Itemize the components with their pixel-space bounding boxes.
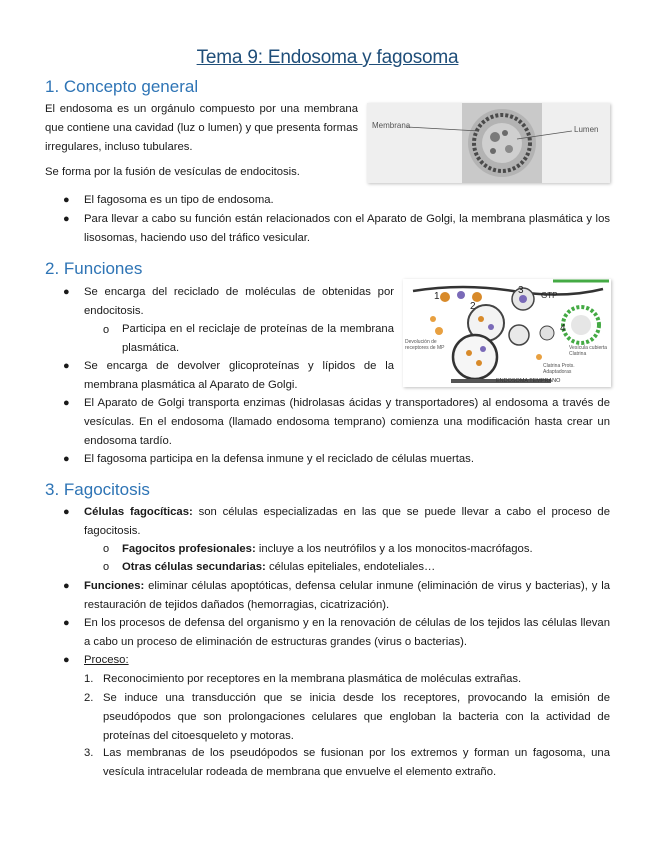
step-text-3: Las membranas de los pseudópodos se fusionan por los extremos y forman un fagosoma, una vesícula intracelular rodeada de membrana que envuelve el elemento extraño. [103,747,610,778]
s2-bullet-4: El fagosoma participa en la defensa inmune y el reciclado de células muertas. [84,453,474,465]
section-heading-fagocitosis: 3. Fagocitosis [45,480,150,499]
s1-bullet-1: El fagosoma es un tipo de endosoma. [84,194,274,206]
sub-bullet-icon: o [103,543,110,555]
s3-bullet-proceso [84,654,129,666]
fig-label-endosoma: ENDOSOMA TEMPRANO [496,378,561,384]
bullet-icon: ● [63,397,70,409]
step-text-1: Reconocimiento por receptores en la membrana plasmática de moléculas extrañas. [103,673,522,685]
fig-label-membrana: Membrana [372,121,411,130]
s3-bullet-defensa: En los procesos de defensa del organismo y en la renovación de células de los tejidos las células llevan a cabo un proceso de eliminación de estructuras grandes (virus o bacterias). [84,617,610,648]
s1-bullet-2: Para llevar a cabo su función están relacionados con el Aparato de Golgi, la membrana plasmática y los lisosomas, haciendo uso del tráfico vesicular. [84,213,610,244]
bullet-icon: ● [63,453,70,465]
bullet-icon: ● [63,213,70,225]
fig-label-lumen: Lumen [574,125,599,134]
bullet-icon: ● [63,654,70,666]
step-number-1: 1. [84,673,94,685]
s2-sub-bullet-1: Participa en el reciclaje de proteínas de la membrana plasmática. [122,323,394,354]
paragraph-intro: El endosoma es un orgánulo compuesto por una membrana que contiene una cavidad (luz o lumen) y que presenta formas irregulares, incluso tubulares. [45,103,358,153]
fig-step-4: 4 [560,323,566,334]
s2-bullet-2: Se encarga de devolver glicoproteínas y lípidos de la membrana plasmática al Aparato de Golgi. [84,360,394,391]
fig-step-2: 2 [470,301,476,312]
profesionales-text: incluye a los neutrófilos y a los monocitos-macrófagos. [258,543,533,555]
proceso-label: Proceso: [84,654,129,666]
endosome-micrograph [367,103,610,183]
s2-bullet-3: El Aparato de Golgi transporta enzimas (hidrolasas ácidas y transportadores) al endosoma a través de vesículas. En el endosoma (llamado endosoma temprano) comienza una modificación hasta crear un endosoma tardío. [84,397,610,447]
sub-bullet-icon: o [103,561,110,573]
bullet-icon: ● [63,506,70,518]
fig-label-clatrina: Clatrina Prots. Adaptadoras [543,363,575,375]
paragraph-fusion: Se forma por la fusión de vesículas de endocitosis. [45,166,300,178]
section-heading-concepto: 1. Concepto general [45,77,199,96]
s2-bullet-1: Se encarga del reciclado de moléculas de obtenidas por endocitosis. [84,286,394,317]
section-heading-funciones: 2. Funciones [45,259,143,278]
secundarias-label: Otras células secundarias: [122,561,266,573]
secundarias-text: células epiteliales, endoteliales… [268,561,436,573]
document-title: Tema 9: Endosoma y fagosoma [196,47,459,68]
bullet-icon: ● [63,580,70,592]
funciones-text: eliminar células apoptóticas, defensa celular inmune (eliminación de virus y bacterias), y la restauración de tejidos dañados (hemorragias, cicatrización). [84,580,610,611]
s3-sub-profesionales [122,543,533,555]
step-text-2: Se induce una transducción que se inicia desde los receptores, provocando la emisión de pseudópodos que son prolongaciones celulares que engloban la bacteria con la actividad de proteínas del citoesqueleto y motoras. [103,692,610,742]
s3-bullet-celulas [84,503,610,541]
sub-bullet-icon: o [103,324,110,336]
s3-bullet-funciones [84,577,610,615]
bullet-icon: ● [63,360,70,372]
fig-step-3: 3 [518,285,524,296]
fig-label-vesicula: Vesícula cubierta Clatrina [569,345,608,357]
endosome-micrograph-drawing [367,103,610,183]
step-number-3: 3. [84,747,94,759]
s3-sub-secundarias [122,561,435,573]
endosome-diagram [403,279,611,387]
bullet-icon: ● [63,194,70,206]
celulas-text: son células especializadas en las que se puede llevar a cabo el proceso de fagocitosis. [84,506,610,537]
fig-step-1: 1 [434,291,440,302]
bullet-icon: ● [63,286,70,298]
step-number-2: 2. [84,692,94,704]
fig-label-devolucion: Devolución de receptores de MP [405,339,445,351]
bullet-icon: ● [63,617,70,629]
profesionales-label: Fagocitos profesionales: [122,543,256,555]
fig-label-gtp: GTP [541,291,558,300]
celulas-label: Células fagocíticas: [84,506,193,518]
funciones-label: Funciones: [84,580,145,592]
